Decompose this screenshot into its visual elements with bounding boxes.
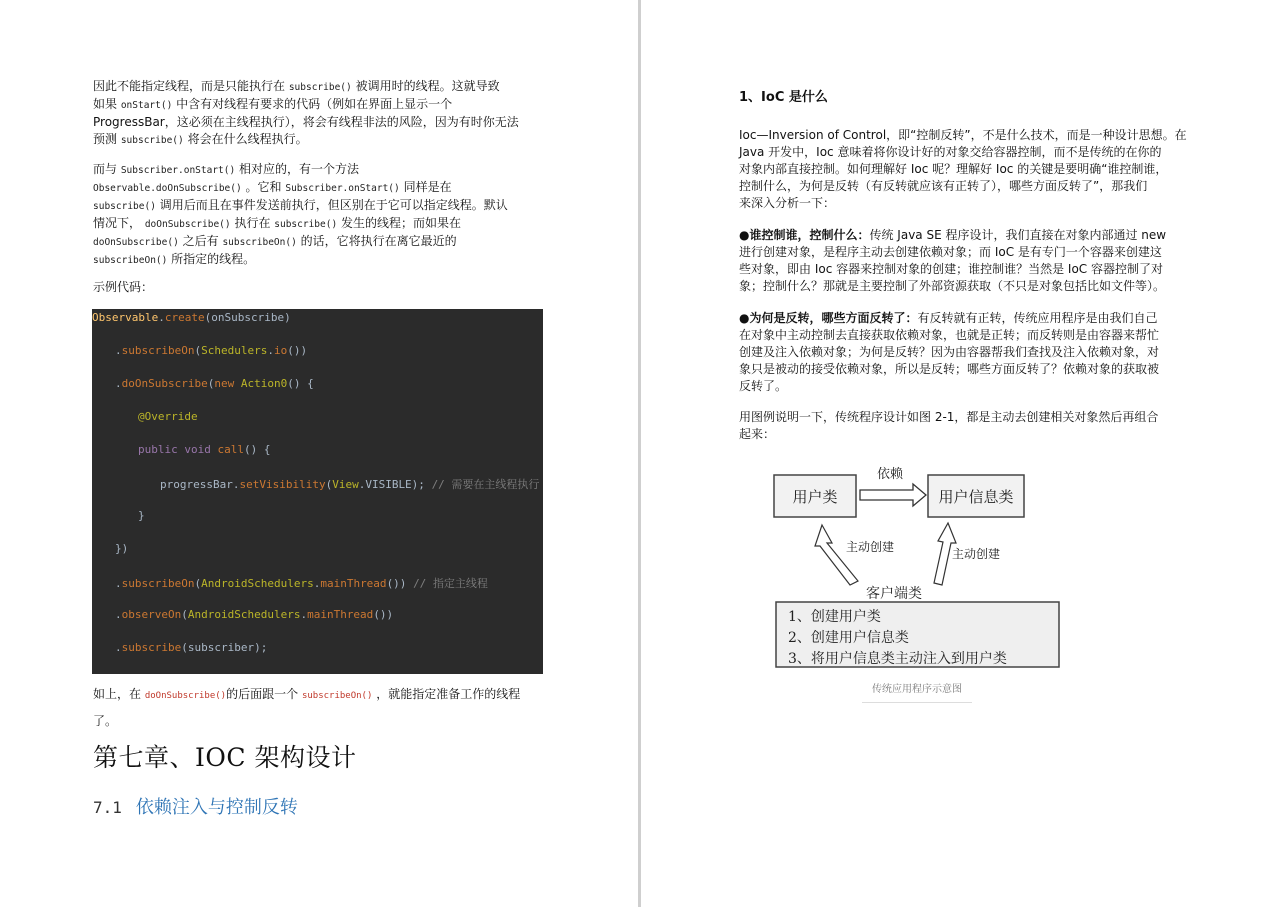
depend-label: 依赖 <box>876 467 904 482</box>
paragraph-do-on-subscribe: 而与 Subscriber.onStart() 相对应的，有一个方法 Observable.doOnSubscribe() 。它和 Subscriber.onStart() 同样是在 subscribe() 调用后而且在事件发送前执行，但区别在于它可以指定线程。默认 情况下， doOnSubscribe() 执行在 subscribe() 发生的线程；而如果在 doOnSubscribe() 之后有 subscribeOn() 的话，它将执行在离它最近的 subscribeOn() 所指定的线程。 <box>93 162 508 266</box>
create-right-label: 主动创建 <box>951 547 1001 561</box>
code-line-11: .subscribe(subscriber); <box>115 641 268 654</box>
box-userinfo-label: 用户信息类 <box>938 488 1014 506</box>
code-line-10: .observeOn(AndroidSchedulers.mainThread()) <box>115 608 394 621</box>
left-page <box>0 0 638 907</box>
client-step-2: 2、创建用户信息类 <box>788 630 909 646</box>
code-line-1: Observable.create(onSubscribe) <box>92 311 291 324</box>
create-arrow-left <box>815 525 858 585</box>
client-step-3: 3、将用户信息类主动注入到用户类 <box>788 651 1007 667</box>
depend-arrow <box>860 484 926 506</box>
example-code-label: 示例代码： <box>93 280 154 294</box>
chapter-title: 第七章、IOC 架构设计 <box>93 743 357 772</box>
code-block <box>92 309 543 674</box>
ioc-heading: 1、IoC 是什么 <box>739 90 828 105</box>
box-user-label: 用户类 <box>792 488 838 506</box>
paragraph-subscribe-thread: 因此不能指定线程，而是只能执行在 subscribe() 被调用时的线程。这就导致 如果 onStart() 中含有对线程有要求的代码（例如在界面上显示一个 ProgressBar，这必须在主线程执行），将会有线程非法的风险，因为有时你无法 预测 subscribe() 将会在什么线程执行。 <box>93 79 519 146</box>
paragraph-why-inversion: ●为何是反转，哪些方面反转了：有反转就有正转，传统应用程序是由我们自己 在对象中主动控制去直接获取依赖对象，也就是正转；而反转则是由容器来帮忙 创建及注入依赖对象；为何是反转？因为由容器帮我们查找及注入依赖对象，对 象只是被动的接受依赖对象，所以是反转；哪些方面反转了？依赖对象的获取被 反转了。 <box>739 311 1160 393</box>
section-title <box>93 793 298 819</box>
code-line-9: .subscribeOn(AndroidSchedulers.mainThread()) // 指定主线程 <box>115 577 488 590</box>
client-class-label: 客户端类 <box>866 586 922 602</box>
code-line-4: @Override <box>138 410 198 423</box>
code-line-8: }) <box>115 542 129 555</box>
code-line-3: .doOnSubscribe(new Action0() { <box>115 377 314 390</box>
code-line-6: progressBar.setVisibility(View.VISIBLE); // 需要在主线程执行 <box>160 478 540 491</box>
paragraph-figure-intro: 用图例说明一下，传统程序设计如图 2-1，都是主动去创建相关对象然后再组合 起来： <box>739 410 1159 441</box>
paragraph-after-code: 如上，在 doOnSubscribe()的后面跟一个 subscribeOn() ，就能指定准备工作的线程 了。 <box>93 687 521 728</box>
code-line-7: } <box>138 509 145 522</box>
client-step-1: 1、创建用户类 <box>788 609 881 625</box>
create-left-label: 主动创建 <box>845 540 895 554</box>
code-line-5: public void call() { <box>138 443 271 456</box>
section-title-text: 依赖注入与控制反转 <box>135 797 298 818</box>
section-number: 7.1 <box>93 798 122 817</box>
paragraph-ioc-definition: Ioc—Inversion of Control，即“控制反转”，不是什么技术，而是一种设计思想。在 Java 开发中，Ioc 意味着将你设计好的对象交给容器控制，而不是传统的在你的 对象内部直接控制。如何理解好 Ioc 呢？理解好 Ioc 的关键是要明确“谁控制谁， 控制什么，为何是反转（有反转就应该有正转了），哪些方面反转了”，那我们 来深入分析一下： <box>739 128 1187 210</box>
figure-caption: 传统应用程序示意图 <box>862 680 972 703</box>
traditional-app-diagram <box>770 463 1064 679</box>
paragraph-who-controls: ●谁控制谁，控制什么：传统 Java SE 程序设计，我们直接在对象内部通过 new 进行创建对象，是程序主动去创建依赖对象；而 IoC 是有专门一个容器来创建这 些对象，即由 Ioc 容器来控制对象的创建；谁控制谁？当然是 IoC 容器控制了对 象；控制什么？那就是主要控制了外部资源获取（不只是对象包括比如文件等）。 <box>739 228 1167 293</box>
code-line-2: .subscribeOn(Schedulers.io()) <box>115 344 308 357</box>
